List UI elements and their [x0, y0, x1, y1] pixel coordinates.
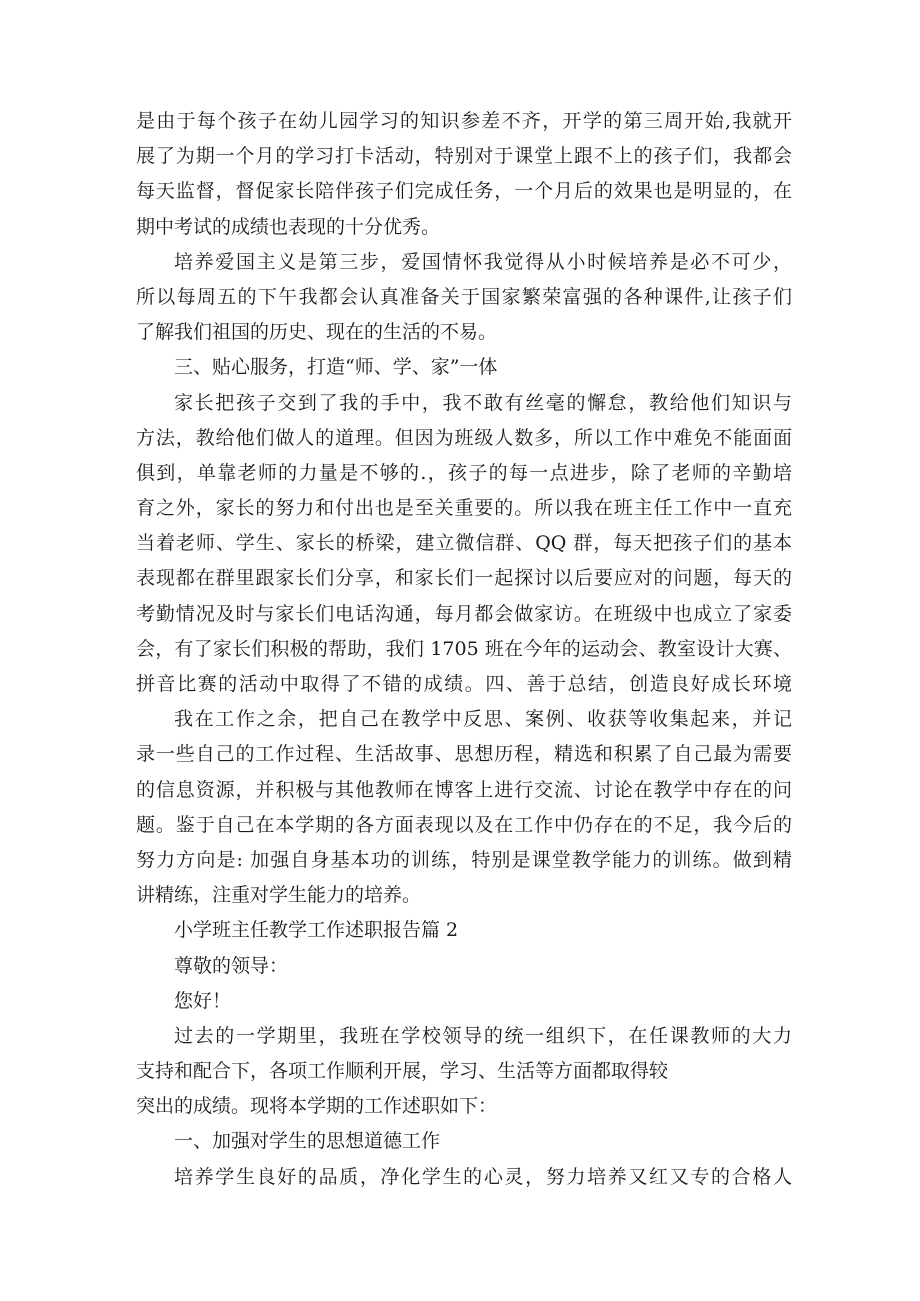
text-line: 是由于每个孩子在幼儿园学习的知识参差不齐，开学的第三周开始,我就开	[136, 110, 792, 132]
text-line: 三、贴心服务，打造“师、学、家”一体	[174, 356, 498, 379]
text-line: 支持和配合下，各项工作顺利开展，学习、生活等方面都取得较	[136, 1060, 669, 1083]
text-line: 所以每周五的下午我都会认真准备关于国家繁荣富强的各种课件,让孩子们	[136, 285, 792, 308]
text-line: 展了为期一个月的学习打卡活动，特别对于课堂上跟不上的孩子们，我都会	[136, 145, 792, 168]
text-line: 表现都在群里跟家长们分享，和家长们一起探讨以后要应对的问题，每天的	[136, 567, 792, 590]
text-line: 培养爱国主义是第三步，爱国情怀我觉得从小时候培养是必不可少，	[174, 250, 792, 273]
text-line: 期中考试的成绩也表现的十分优秀。	[136, 215, 441, 238]
text-line: 俱到，单靠老师的力量是不够的.，孩子的每一点进步，除了老师的辛勤培	[136, 461, 792, 484]
document-body	[136, 104, 792, 1195]
text-line: 当着老师、学生、家长的桥梁，建立微信群、QQ 群，每天把孩子们的基本	[136, 532, 792, 555]
text-line: 育之外，家长的努力和付出也是至关重要的。所以我在班主任工作中一直充	[136, 497, 792, 520]
text-line: 的信息资源，并积极与其他教师在博客上进行交流、讨论在教学中存在的问	[136, 778, 792, 801]
text-line: 了解我们祖国的历史、现在的生活的不易。	[136, 321, 498, 344]
text-line: 一、加强对学生的思想道德工作	[174, 1130, 441, 1153]
text-line: 家长把孩子交到了我的手中，我不敢有丝毫的懈怠，教给他们知识与	[174, 391, 792, 414]
text-line: 拼音比赛的活动中取得了不错的成绩。四、善于总结，创造良好成长环境	[136, 673, 792, 695]
text-line: 题。鉴于自己在本学期的各方面表现以及在工作中仍存在的不足，我今后的	[136, 813, 792, 836]
text-line: 小学班主任教学工作述职报告篇 2	[174, 919, 459, 942]
text-line: 努力方向是: 加强自身基本功的训练，特别是课堂教学能力的训练。做到精	[136, 848, 792, 871]
text-line: 讲精练，注重对学生能力的培养。	[136, 884, 422, 907]
text-line: 考勤情况及时与家长们电话沟通，每月都会做家访。在班级中也成立了家委	[136, 602, 792, 625]
text-line: 每天监督，督促家长陪伴孩子们完成任务，一个月后的效果也是明显的，在	[136, 180, 792, 203]
text-line: 我在工作之余，把自己在教学中反思、案例、收获等收集起来，并记	[174, 708, 792, 731]
text-line: 方法，教给他们做人的道理。但因为班级人数多，所以工作中难免不能面面	[136, 426, 792, 449]
text-line: 您好！	[174, 989, 232, 1012]
text-line: 尊敬的领导：	[174, 954, 289, 977]
text-line: 录一些自己的工作过程、生活故事、思想历程，精选和积累了自己最为需要	[136, 743, 792, 766]
text-line: 过去的一学期里，我班在学校领导的统一组织下，在任课教师的大力	[174, 1024, 792, 1047]
text-line: 培养学生良好的品质，净化学生的心灵，努力培养又红又专的合格人	[174, 1165, 792, 1188]
text-line: 突出的成绩。现将本学期的工作述职如下：	[136, 1095, 498, 1118]
text-line: 会，有了家长们积极的帮助，我们 1705 班在今年的运动会、教室设计大赛、	[136, 637, 792, 660]
